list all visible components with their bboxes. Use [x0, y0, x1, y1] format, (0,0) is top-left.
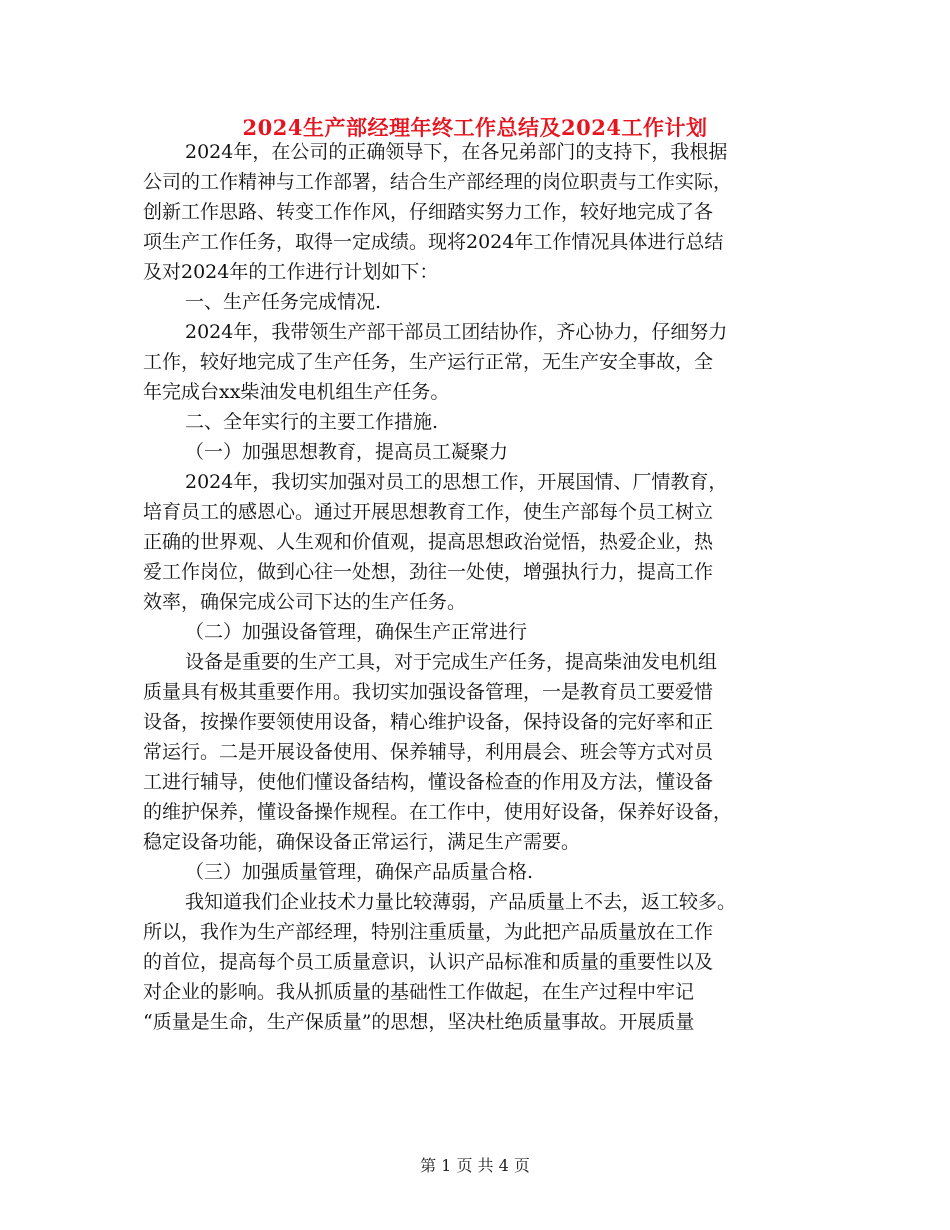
- text-line: 年完成台xx柴油发电机组生产任务。: [143, 381, 450, 403]
- text-line: 2024年，我切实加强对员工的思想工作，开展国情、厂情教育，: [185, 471, 728, 493]
- page-footer: 第 1 页 共 4 页: [420, 1156, 530, 1175]
- text-line: 对企业的影响。我从抓质量的基础性工作做起，在生产过程中牢记: [143, 981, 695, 1003]
- text-line: 创新工作思路、转变工作作风，仔细踏实努力工作，较好地完成了各: [143, 201, 714, 223]
- text-line: （二）加强设备管理，确保生产正常进行: [185, 621, 528, 643]
- text-line: 正确的世界观、人生观和价值观，提高思想政治觉悟，热爱企业，热: [143, 531, 714, 553]
- text-line: 所以，我作为生产部经理，特别注重质量，为此把产品质量放在工作: [143, 921, 714, 943]
- text-line: 工作，较好地完成了生产任务，生产运行正常，无生产安全事故，全: [143, 351, 714, 373]
- text-line: 爱工作岗位，做到心往一处想，劲往一处使，增强执行力，提高工作: [143, 561, 714, 583]
- text-line: （三）加强质量管理，确保产品质量合格.: [185, 861, 534, 883]
- text-line: 公司的工作精神与工作部署，结合生产部经理的岗位职责与工作实际，: [143, 171, 733, 193]
- text-line: 的维护保养，懂设备操作规程。在工作中，使用好设备，保养好设备，: [143, 801, 733, 823]
- text-line: 稳定设备功能，确保设备正常运行，满足生产需要。: [143, 831, 581, 853]
- text-line: 常运行。二是开展设备使用、保养辅导，利用晨会、班会等方式对员: [143, 741, 714, 763]
- text-line: 质量具有极其重要作用。我切实加强设备管理，一是教育员工要爱惜: [143, 681, 714, 703]
- text-line: 设备是重要的生产工具，对于完成生产任务，提高柴油发电机组: [185, 651, 718, 673]
- text-line: 2024年，我带领生产部干部员工团结协作，齐心协力，仔细努力: [185, 321, 728, 343]
- text-line: 设备，按操作要领使用设备，精心维护设备，保持设备的完好率和正: [143, 711, 714, 733]
- text-line: 项生产工作任务，取得一定成绩。现将2024年工作情况具体进行总结: [143, 231, 724, 253]
- text-line: 效率，确保完成公司下达的生产任务。: [143, 591, 467, 613]
- text-line: 及对2024年的工作进行计划如下：: [143, 261, 439, 283]
- text-line: 我知道我们企业技术力量比较薄弱，产品质量上不去，返工较多。: [185, 891, 737, 913]
- text-line: （一）加强思想教育，提高员工凝聚力: [185, 441, 509, 463]
- text-line: 2024年，在公司的正确领导下，在各兄弟部门的支持下，我根据: [185, 141, 728, 163]
- text-line: 培育员工的感恩心。通过开展思想教育工作，使生产部每个员工树立: [143, 501, 714, 523]
- text-line: 一、生产任务完成情况.: [185, 291, 382, 313]
- document-title: 2024生产部经理年终工作总结及2024工作计划: [242, 115, 708, 140]
- text-line: 的首位，提高每个员工质量意识，认识产品标准和质量的重要性以及: [143, 951, 714, 973]
- text-line: “质量是生命，生产保质量”的思想，坚决杜绝质量事故。开展质量: [143, 1011, 695, 1033]
- text-line: 二、全年实行的主要工作措施.: [185, 411, 439, 433]
- document-body: [143, 137, 810, 1037]
- text-line: 工进行辅导，使他们懂设备结构，懂设备检查的作用及方法，懂设备: [143, 771, 714, 793]
